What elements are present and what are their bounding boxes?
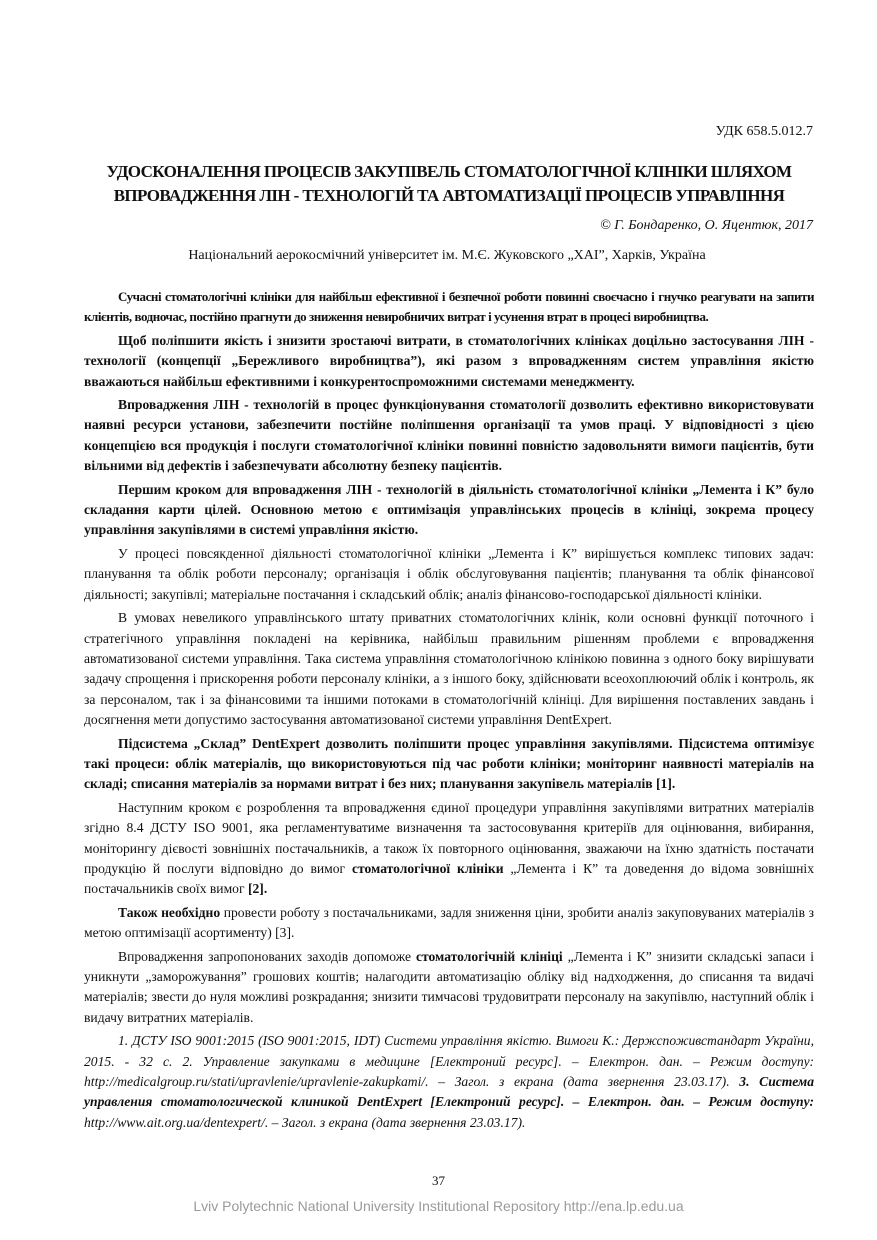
paragraph-10-bold: стоматологічній клініці [415,948,563,964]
paragraph-8-ref: [2]. [247,881,268,897]
paragraph-10-text-2: „Лемента і К” знизити складські запаси і уникнути „заморожування” грошових коштів; налагодити автоматизацію обліку від надходження, до списання та видачі матеріалів; звести до нуля можливі розкрадання; знизити тимчасові трудовитрати персоналу на закупівлю, наступний облік і видачу витратних матеріалів. [84,948,815,1025]
paragraph-4: Першим кроком для впровадження ЛІН - технологій в діяльність стоматологічної клініки „Лемента і К” було складання карти цілей. Основною метою є оптимізація управлінських процесів в клініці, зокрема процесу управління закупівлями в системі управління якістю. [84,481,814,538]
paragraph-8-text-2: „Лемента і К” та доведення до відома зовнішніх постачальників своїх вимог [84,860,814,897]
reference-1-2: 1. ДСТУ ISO 9001:2015 (ISO 9001:2015, IDT) Системи управління якістю. Вимоги К.: Держспоживстандарт України, 2015. - 32 с. 2. Управление закупками в медицине [Електроний ресурс]. – Електрон. дан. – Режим доступу: http://medicalgroup.ru/stati/upravlenie/upravlenie-zakupkami/. – Загол. з екрана (дата звернення 23.03.17). [84,1033,814,1090]
paragraph-8 [84,798,814,900]
paragraph-10 [84,947,814,1029]
affiliation: Національний аерокосмічний університет ім. М.Є. Жуковского „ХАІ”, Харків, Україна [188,248,706,263]
paragraph-9-bold: Також необхідно [118,904,221,920]
paragraph-10-text: Впровадження запропонованих заходів допоможе [118,948,416,964]
paragraph-8-bold: стоматологічної клініки [351,860,504,876]
paragraph-3: Впровадження ЛІН - технологій в процес функціонування стоматології дозволить ефективно використовувати наявні ресурси установи, забезпечити постійне поліпшення організації та умов праці. У відповідності з цією концепцією вся продукція і послуги стоматологічної клініки повинні повністю задовольняти вимоги пацієнтів, бути вільними від дефектів і забезпечувати абсолютну безпеку пацієнтів. [84,397,814,474]
references [84,1031,814,1133]
authors-line: © Г. Бондаренко, О. Яцентюк, 2017 [600,218,813,233]
repository-footer: Lviv Polytechnic National University Institutional Repository http://ena.lp.edu.ua [193,1198,684,1214]
paragraph-6: В умовах невеликого управлінського штату приватних стоматологічних клінік, коли основні функції поточного і стратегічного управління покладені на керівника, найбільш правильним рішенням проблеми є впровадження автоматизованої системи управління. Така система управління стоматологічною клінікою повинна з одного боку вирішувати задачу спрощення і прискорення роботи персоналу клініки, а з іншого боку, здійснювати всеохоплюючий облік і контроль, як за персоналом, так і за фінансовими та іншими потоками в стоматологічній клініці. Для вирішення поставлених завдань і досягнення мети допустимо застосування автоматизованої системи управління DentExpert. [84,610,814,728]
paragraph-8-text: Наступним кроком є розроблення та впровадження єдиної процедури управління закупівлями витратних матеріалів згідно 8.4 ДСТУ ISO 9001, яка регламентуватиме визначення та застосовування критеріїв для оцінювання, вибирання, моніторингу дієвості зовнішніх постачальників, а також їх повторного оцінювання, зважаючи на їхню здатність постачати продукцію й послуги відповідно до вимог [84,799,814,876]
paper-title: УДОСКОНАЛЕННЯ ПРОЦЕСІВ ЗАКУПІВЕЛЬ СТОМАТОЛОГІЧНОЇ КЛІНІКИ ШЛЯХОМ ВПРОВАДЖЕННЯ ЛІН - ТЕХНОЛОГІЙ ТА АВТОМАТИЗАЦІЇ ПРОЦЕСІВ УПРАВЛІННЯ [106,162,792,205]
reference-3: 3. Система управления стоматологической клиникой DentExpert [Електроний ресурс]. – Електрон. дан. – Режим доступу: [84,1074,815,1110]
paragraph-7: Підсистема „Склад” DentExpert дозволить поліпшити процес управління закупівлями. Підсистема оптимізує такі процеси: облік матеріалів, що використовуються під час роботи клініки; моніторинг наявності матеріалів на складі; списання матеріалів за нормами витрат і без них; планування закупівель матеріалів [1]. [84,735,814,792]
paper-body [84,287,814,1136]
page-number: 37 [432,1173,445,1188]
reference-3-url: http://www.ait.org.ua/dentexpert/. – Загол. з екрана (дата звернення 23.03.17). [84,1114,526,1130]
paragraph-9-text: провести роботу з постачальниками, задля зниження ціни, зробити аналіз закуповуваних матеріалів з метою оптимізації асортименту) [3]. [84,904,814,941]
paragraph-1: Сучасні стоматологічні клініки для найбільш ефективної і безпечної роботи повинні своєчасно і гнучко реагувати на запити клієнтів, водночас, постійно прагнути до зниження невиробничих витрат і усунення втрат в процесі виробництва. [84,289,814,325]
paragraph-5: У процесі повсякденної діяльності стоматологічної клініки „Лемента і К” вирішується комплекс типових задач: планування та облік роботи персоналу; організація і облік обслуговування пацієнтів; планування та облік фінансової діяльності; закупівлі; матеріальне постачання і складський облік; аналіз фінансово-господарської діяльності клініки. [84,545,814,602]
paragraph-2: Щоб поліпшити якість і знизити зростаючі витрати, в стоматологічних клініках доцільно застосування ЛІН - технології (концепції „Бережливого виробництва”), які разом з впровадженням систем управління якістю вважаються найбільш ефективними і конкурентоспроможними системами менеджменту. [84,332,814,389]
udk-code: УДК 658.5.012.7 [715,124,813,139]
paragraph-9 [84,903,814,944]
